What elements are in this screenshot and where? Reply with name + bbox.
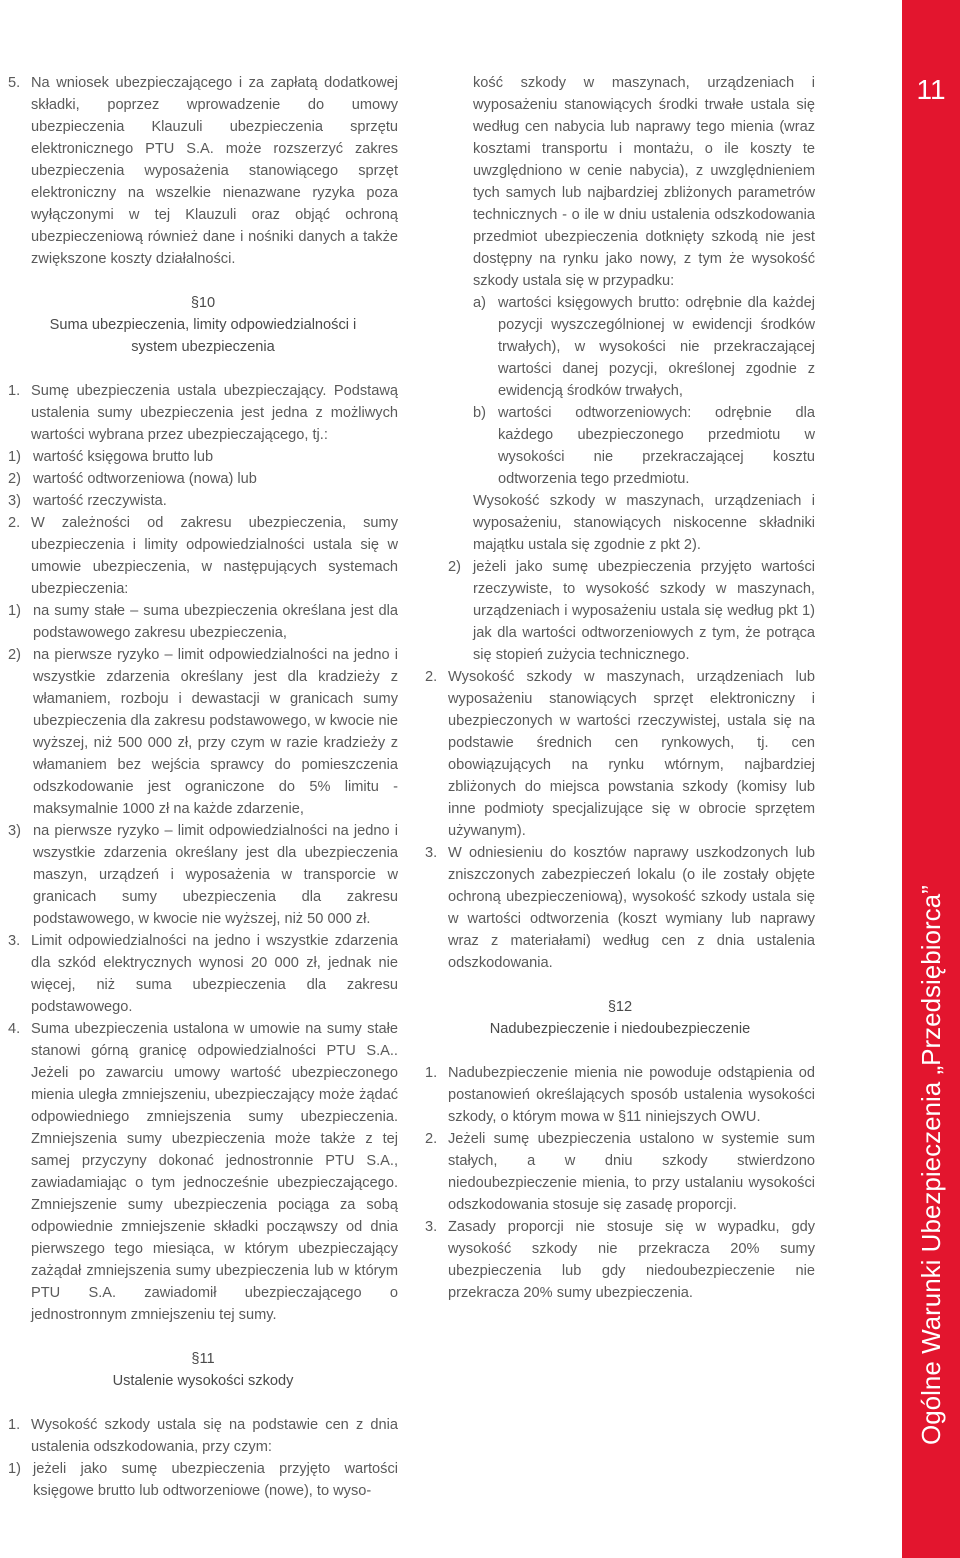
list-text: na pierwsze ryzyko – limit odpowiedzialności na jedno i wszystkie zdarzenia określany jest dla kradzieży z włamaniem, rozboju i dewastacji w granicach sumy ubezpieczenia dla zakresu podstawowego, w kwocie nie wyższej, niż 500 000 zł, przy czym w razie kradzieży z włamaniem bez wejścia sprawcy do pomieszczenia odszkodowanie jest ograniczone do 5% limitu - maksymalnie 1000 zł na każde zdarzenie,: [33, 647, 398, 817]
paragraph-number: 1.: [8, 1417, 21, 1433]
list-text: na sumy stałe – suma ubezpieczenia określana jest dla podstawowego zakresu ubezpieczenia,: [33, 603, 398, 641]
section-10-heading: [8, 292, 398, 358]
continued-text: kość szkody w maszynach, urządzeniach i wyposażeniu stanowiących środki trwałe ustala się według cen nabycia lub naprawy tego mienia (wraz kosztami transportu i montażu, o ile koszty te uwzględniono w cenie nabycia), z uwzględnieniem tych samych lub najbardziej zbliżonych parametrów technicznych - o ile w dniu ustalenia odszkodowania przedmiot ubezpieczenia dotknięty szkodą nie jest dostępny na rynku jako nowy, z tym że wysokość szkody ustala się w przypadku:: [473, 75, 815, 289]
list-item: [473, 402, 815, 490]
paragraph-12-1: [425, 1062, 815, 1128]
left-column: [8, 72, 398, 1502]
list-item: [8, 490, 398, 512]
paragraph-number: 5.: [8, 75, 21, 91]
paragraph-number: 2.: [425, 1131, 438, 1147]
document-title-vertical: Ogólne Warunki Ubezpieczenia „Przedsiębiorca”: [916, 885, 946, 1445]
right-column: [425, 72, 815, 1304]
paragraph-text: Wysokość szkody w maszynach, urządzeniach lub wyposażeniu stanowiących sprzęt elektroniczny i ubezpieczonych w wartości rzeczywistej, ustala się na podstawie średnich cen rynkowych, tj. cen obowiązujących na rynku wtórnym, najbardziej zbliżonych do miejsca powstania szkody (komisy lub inne podmioty specjalizujące się w obrocie sprzętem używanym).: [448, 669, 815, 839]
list-item: [8, 446, 398, 468]
paragraph-text: W odniesieniu do kosztów naprawy uszkodzonych lub zniszczonych zabezpieczeń lokalu (o ile zostały objęte ochroną ubezpieczeniową), wysokość szkody ustala się w wartości odtworzenia (koszt wymiany lub naprawy wraz z materiałami) według cen z dnia ustalenia odszkodowania.: [448, 845, 815, 971]
paragraph-12-2: [425, 1128, 815, 1216]
page-number: 11: [916, 74, 946, 105]
section-11-heading: [8, 1348, 398, 1392]
list-item: [8, 1458, 398, 1502]
paragraph-text: Nadubezpieczenie mienia nie powoduje odstąpienia od postanowień określających sposób ustalenia wysokości szkody, o którym mowa w §11 niniejszych OWU.: [448, 1065, 815, 1125]
paragraph-11-1: [8, 1414, 398, 1458]
red-sidebar: [902, 0, 960, 1558]
list-item: [8, 600, 398, 644]
paragraph-text: Limit odpowiedzialności na jedno i wszystkie zdarzenia dla szkód elektrycznych wynosi 20 000 zł, jednak nie więcej, niż suma ubezpieczenia dla zakresu podstawowego.: [31, 933, 398, 1015]
paragraph-10-3: [8, 930, 398, 1018]
paragraph-number: 4.: [8, 1021, 21, 1037]
paragraph-number: 2.: [425, 669, 438, 685]
paragraph-text: Na wniosek ubezpieczającego i za zapłatą dodatkowej składki, poprzez wprowadzenie do umowy ubezpieczenia Klauzuli ubezpieczenia sprzętu elektronicznego PTU S.A. może rozszerzyć zakres ubezpieczenia wyposażenia stanowiącego sprzęt elektroniczny na wszelkie nienazwane ryzyka poza wyłączonymi w tej Klauzuli oraz objąć ochroną ubezpieczeniową również dane i nośniki danych a także zwiększone koszty działalności.: [31, 75, 398, 267]
paragraph-10-1: [8, 380, 398, 446]
list-item: [473, 292, 815, 402]
paragraph-12-3: [425, 1216, 815, 1304]
list-text: na pierwsze ryzyko – limit odpowiedzialności na jedno i wszystkie zdarzenia określany jest dla ubezpieczenia maszyn, urządzeń i wyposażenia w transporcie w granicach sumy ubezpieczenia dla zakresu podstawowego, w kwocie nie wyższej, niż 50 000 zł.: [33, 823, 398, 927]
list-text: wartość odtworzeniowa (nowa) lub: [33, 471, 257, 487]
paragraph-10-4: [8, 1018, 398, 1326]
list-item: [448, 556, 815, 666]
list-item: [8, 468, 398, 490]
paragraph-number: 3.: [425, 845, 438, 861]
paragraph-text: Sumę ubezpieczenia ustala ubezpieczający. Podstawą ustalenia sumy ubezpieczenia jest jedna z możliwych wartości wybrana przez ubezpieczającego, tj.:: [31, 383, 398, 443]
paragraph-text: Zasady proporcji nie stosuje się w wypadku, gdy wysokość szkody nie przekracza 20% sumy ubezpieczenia lub gdy niedoubezpieczenie nie przekracza 20% sumy ubezpieczenia.: [448, 1219, 815, 1301]
list-number: 3): [8, 823, 21, 839]
section-number: §10: [190, 295, 216, 311]
list-number: 3): [8, 493, 21, 509]
list-text: jeżeli jako sumę ubezpieczenia przyjęto wartości rzeczywiste, to wysokość szkody w maszynach, urządzeniach i wyposażeniu ustala się według pkt 1) jak dla wartości odtworzeniowych z tym, że potrąca się stopień zużycia technicznego.: [473, 559, 815, 663]
list-number: a): [473, 295, 486, 311]
paragraph-10-2: [8, 512, 398, 600]
list-text: wartość rzeczywista.: [33, 493, 167, 509]
paragraph-number: 1.: [8, 383, 21, 399]
list-number: b): [473, 405, 486, 421]
paragraph-11-3: [425, 842, 815, 974]
list-number: 2): [8, 471, 21, 487]
list-item: [8, 820, 398, 930]
list-text: wartość księgowa brutto lub: [33, 449, 214, 465]
section-title: Nadubezpieczenie i niedoubezpieczenie: [489, 1021, 751, 1037]
section-12-heading: [425, 996, 815, 1040]
list-number: 1): [8, 1461, 21, 1477]
paragraph-11-2: [425, 666, 815, 842]
paragraph-number: 3.: [425, 1219, 438, 1235]
list-text: jeżeli jako sumę ubezpieczenia przyjęto wartości księgowe brutto lub odtworzeniowe (nowe), to wyso-: [33, 1461, 398, 1499]
paragraph-number: 2.: [8, 515, 21, 531]
section-title: Suma ubezpieczenia, limity odpowiedzialności i system ubezpieczenia: [49, 317, 357, 355]
paragraph-text: W zależności od zakresu ubezpieczenia, sumy ubezpieczenia i limity odpowiedzialności ustala się w umowie ubezpieczenia, w następujących systemach ubezpieczenia:: [31, 515, 398, 597]
continued-note: Wysokość szkody w maszynach, urządzeniach i wyposażeniu, stanowiących niskocenne składniki majątku ustala się zgodnie z pkt 2).: [473, 493, 815, 553]
list-number: 2): [448, 559, 461, 575]
paragraph-text: Suma ubezpieczenia ustalona w umowie na sumy stałe stanowi górną granicę odpowiedzialności PTU S.A.. Jeżeli po zawarciu umowy wartość ubezpieczonego mienia uległa zmniejszeniu, ubezpieczający może żądać odpowiedniego zmniejszenia sumy ubezpieczenia. Zmniejszenia sumy ubezpieczenia może także z tej samej przyczyny dokonać jednostronnie PTU S.A., zawiadamiając o tym jednocześnie ubezpieczającego. Zmniejszenie sumy ubezpieczenia pociąga za sobą odpowiednie zmniejszenie składki począwszy od dnia pierwszego tego miesiąca, w którym ubezpieczający zażądał zmniejszenia sumy ubezpieczenia lub w którym PTU S.A. zawiadomił ubezpieczającego o jednostronnym zmniejszeniu tej sumy.: [31, 1021, 398, 1323]
paragraph-number: 3.: [8, 933, 21, 949]
paragraph-5: [8, 72, 398, 270]
list-item: [8, 644, 398, 820]
list-text: wartości odtworzeniowych: odrębnie dla każdego ubezpieczonego przedmiotu w wysokości nie przekraczającej kosztu odtworzenia tego przedmiotu.: [498, 405, 815, 487]
list-text: wartości księgowych brutto: odrębnie dla każdej pozycji wyszczególnionej w ewidencji środków trwałych), w wysokości nie przekraczającej wartości danej pozycji, określonej zgodnie z ewidencją środków trwałych,: [498, 295, 815, 399]
paragraph-text: Jeżeli sumę ubezpieczenia ustalono w systemie sum stałych, a w dniu szkody stwierdzono niedoubezpieczenie mienia, to przy ustalaniu wysokości odszkodowania stosuje się zasadę proporcji.: [448, 1131, 815, 1213]
list-number: 1): [8, 603, 21, 619]
paragraph-number: 1.: [425, 1065, 438, 1081]
paragraph-text: Wysokość szkody ustala się na podstawie cen z dnia ustalenia odszkodowania, przy czym:: [31, 1417, 398, 1455]
list-number: 1): [8, 449, 21, 465]
section-title: Ustalenie wysokości szkody: [112, 1373, 294, 1389]
list-number: 2): [8, 647, 21, 663]
section-number: §11: [191, 1351, 215, 1367]
section-number: §12: [607, 999, 633, 1015]
